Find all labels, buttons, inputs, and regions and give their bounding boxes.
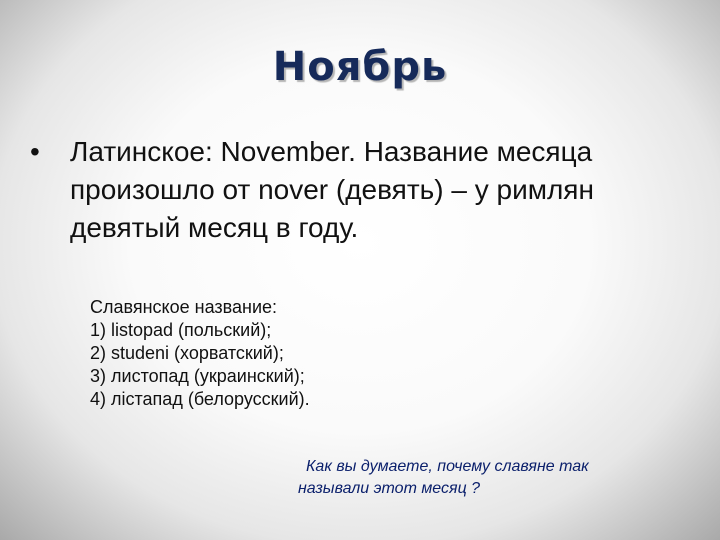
slavic-item: 1) listopad (польский); xyxy=(90,320,272,340)
slavic-item: 3) листопад (украинский); xyxy=(90,366,305,386)
question-line-2: называли этот месяц ? xyxy=(298,480,481,497)
question-block xyxy=(298,456,688,500)
slavic-item: 4) лістапад (белорусский). xyxy=(90,389,310,409)
question-line-1: Как вы думаете, почему славяне так xyxy=(306,458,589,475)
slavic-item: 2) studeni (хорватский); xyxy=(90,343,284,363)
slavic-names-block xyxy=(90,296,310,411)
bullet-icon: • xyxy=(30,136,40,167)
slide-title: Ноябрь xyxy=(272,44,448,90)
latin-bullet xyxy=(30,133,680,247)
latin-bullet-text: Латинское: November. Название месяца произошло от nover (девять) – у римлян девятый месяц в году. xyxy=(70,136,594,243)
slavic-heading: Славянское название: xyxy=(90,297,278,317)
